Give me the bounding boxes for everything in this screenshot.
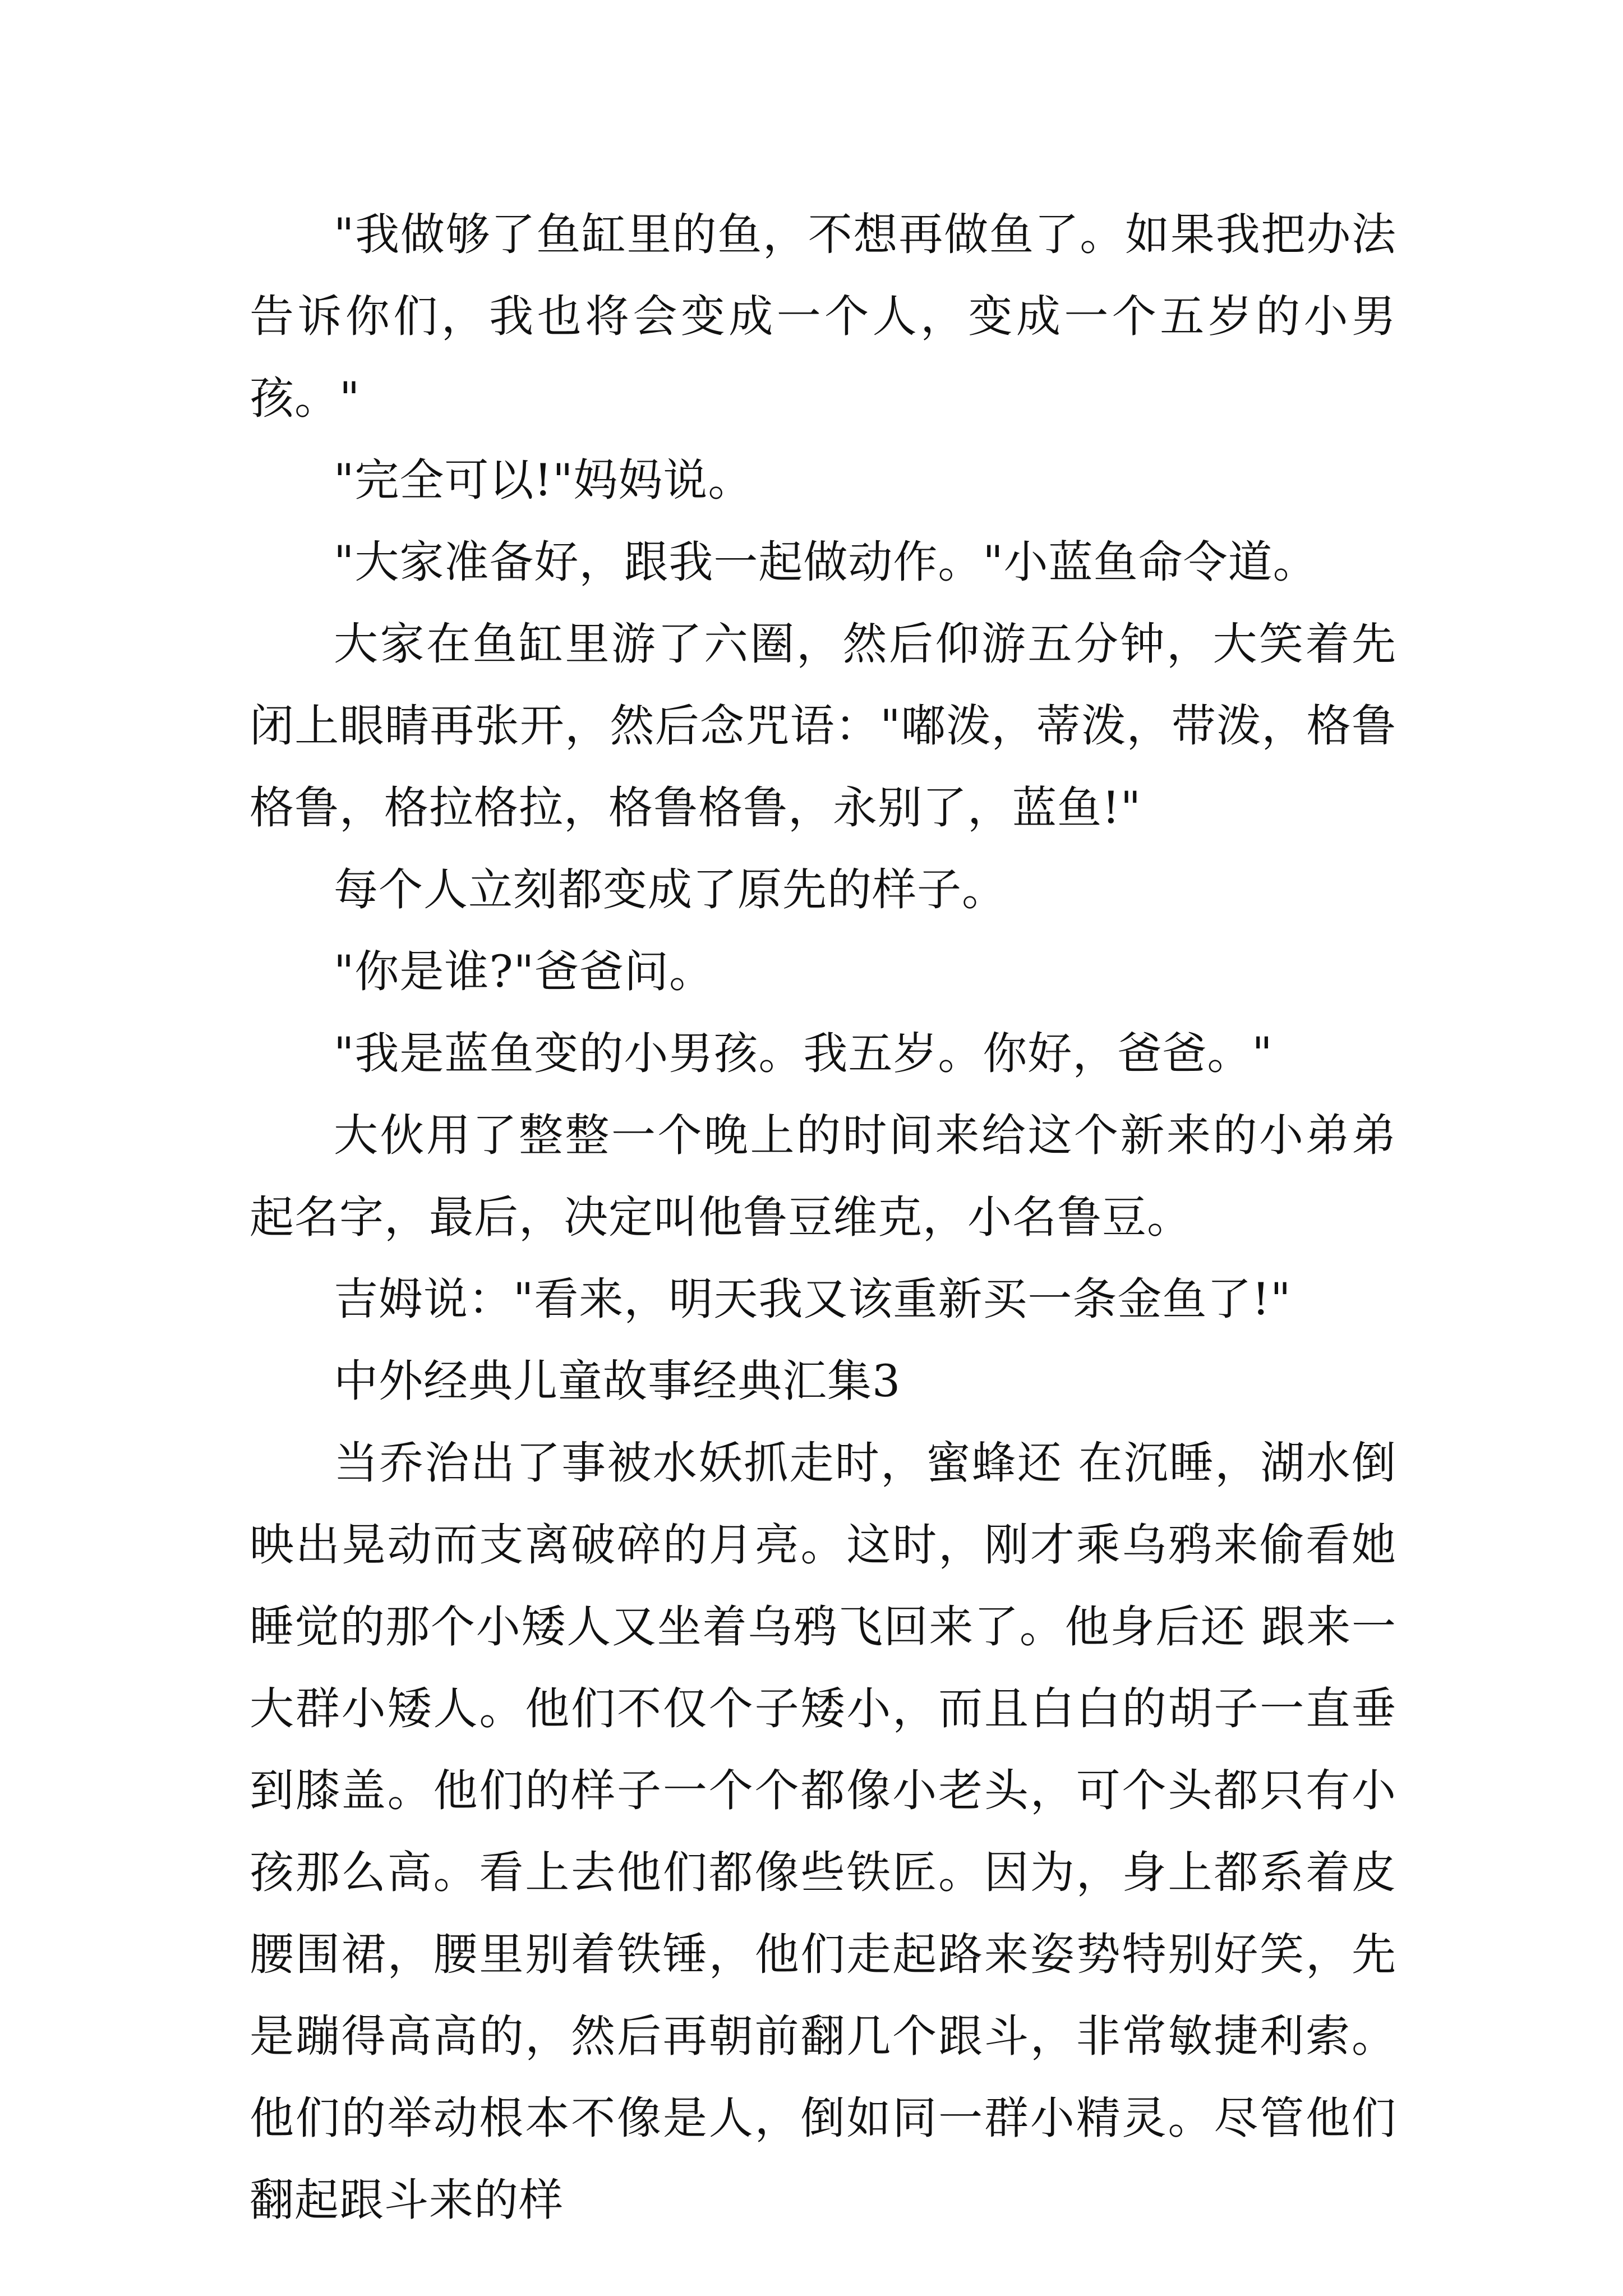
paragraph-9: 吉姆说："看来，明天我又该重新买一条金鱼了!" <box>334 1273 1292 1325</box>
paragraph-4: 大家在鱼缸里游了六圈，然后仰游五分钟，大笑着先闭上眼睛再张开，然后念咒语："嘟泼，蒂泼，带泼，格鲁格鲁，格拉格拉，格鲁格鲁，永别了，蓝鱼!" <box>250 618 1396 834</box>
paragraph-5: 每个人立刻都变成了原先的样子。 <box>334 864 1007 915</box>
section-heading: 中外经典儿童故事经典汇集3 <box>334 1355 901 1407</box>
paragraph-8: 大伙用了整整一个晚上的时间来给这个新来的小弟弟起名字，最后，决定叫他鲁豆维克，小名鲁豆。 <box>250 1110 1396 1243</box>
paragraph-7: "我是蓝鱼变的小男孩。我五岁。你好，爸爸。" <box>334 1028 1273 1079</box>
paragraph-2: "完全可以!"妈妈说。 <box>334 454 753 506</box>
paragraph-6: "你是谁?"爸爸问。 <box>334 946 714 997</box>
paragraph-1: "我做够了鱼缸里的鱼，不想再做鱼了。如果我把办法告诉你们，我也将会变成一个人，变成一个五岁的小男孩。" <box>250 209 1396 424</box>
paragraph-3: "大家准备好，跟我一起做动作。"小蓝鱼命令道。 <box>334 536 1318 588</box>
paragraph-10: 当乔治出了事被水妖抓走时，蜜蜂还 在沉睡，湖水倒映出晃动而支离破碎的月亮。这时，刚才乘乌鸦来偷看她睡觉的那个小矮人又坐着乌鸦飞回来了。他身后还 跟来一大群小矮人。他们不仅个子矮小，而且白白的胡子一直垂到膝盖。他们的样子一个个都像小老头，可个头都只有小孩那么高。看上去他们都像些铁匠。因为，身上都系着皮腰围裙，腰里别着铁锤，他们走起路来姿势特别好笑，先是蹦得高高的，然后再朝前翻几个跟斗，非常敏捷利索。他们的举动根本不像是人，倒如同一群小精灵。尽管他们翻起跟斗来的样 <box>250 1437 1396 2226</box>
document-body <box>250 194 1396 2241</box>
